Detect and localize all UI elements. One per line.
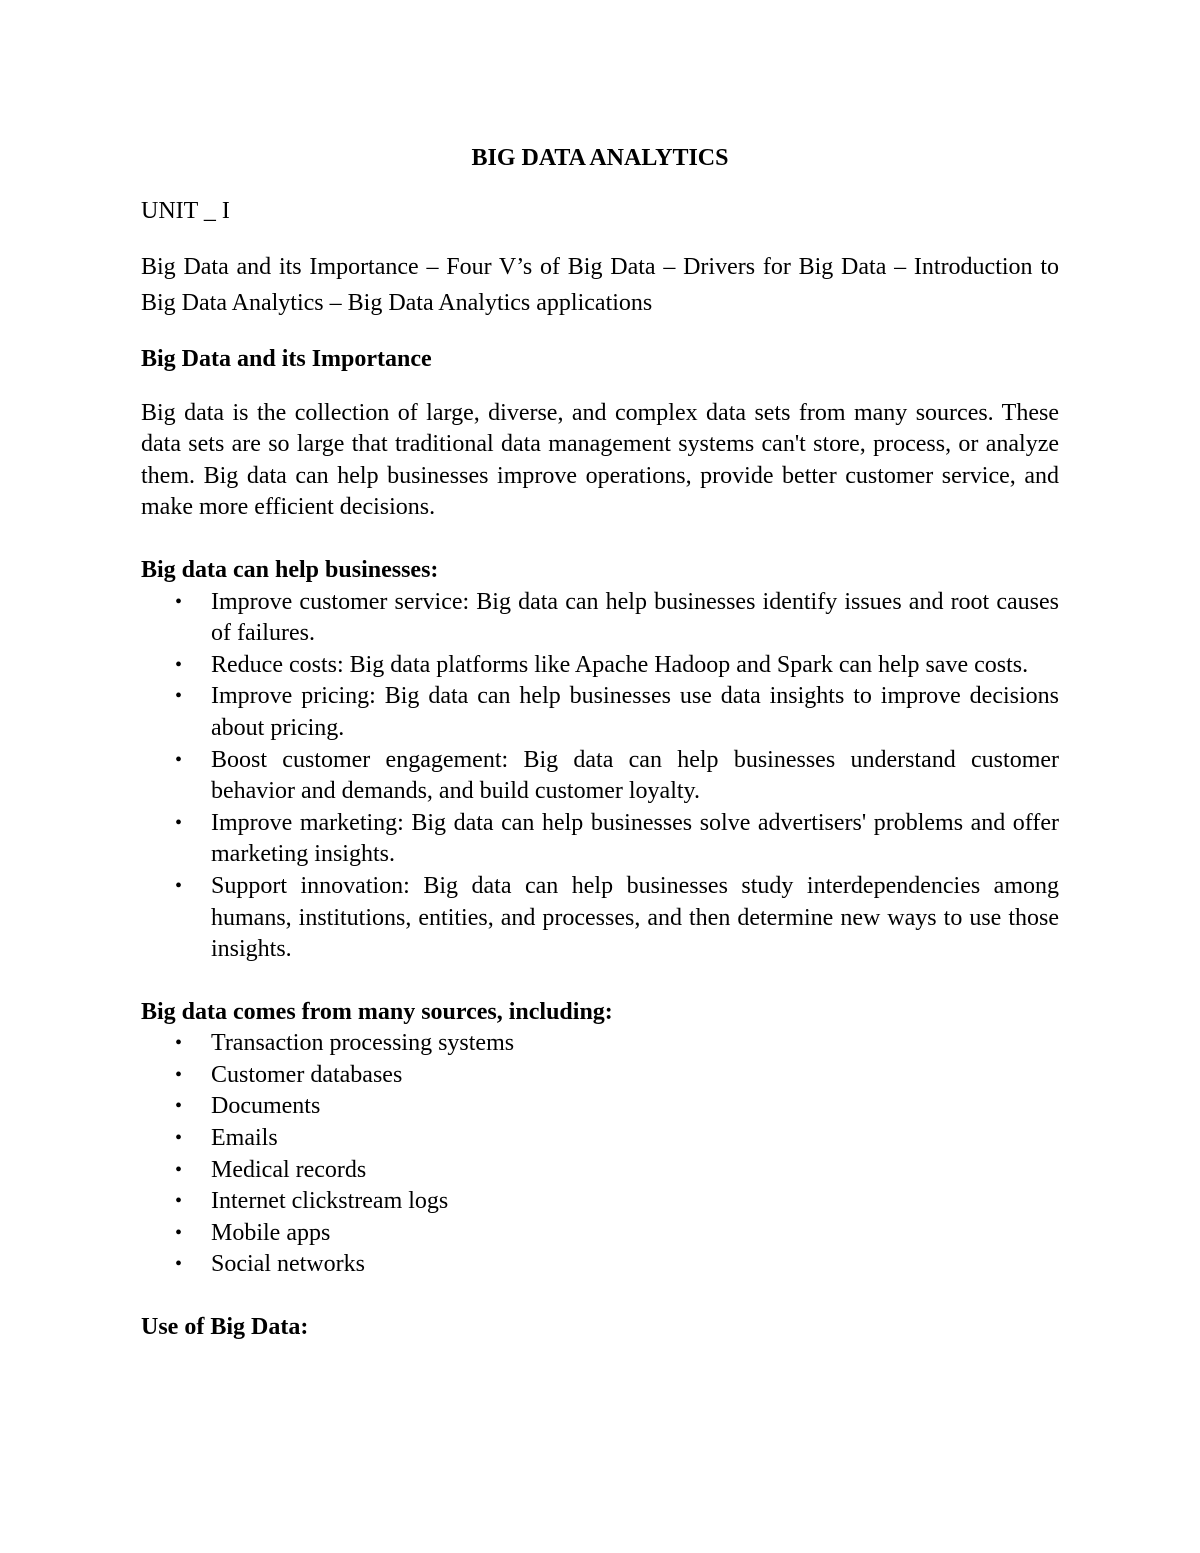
section-heading-importance: Big Data and its Importance	[141, 345, 432, 372]
list-item-text: Medical records	[211, 1156, 367, 1183]
list-item-text: Improve pricing: Big data can help businesses use data insights to improve decisions about pricing.	[211, 683, 1059, 741]
document-page	[141, 140, 1059, 1344]
list-item-text: Improve marketing: Big data can help businesses solve advertisers' problems and offer marketing insights.	[211, 809, 1059, 868]
document-title: BIG DATA ANALYTICS	[471, 145, 729, 171]
list-item	[141, 808, 1059, 871]
list-item	[141, 1218, 1059, 1250]
list-item-text: Social networks	[211, 1251, 365, 1278]
bullet-icon: •	[175, 1221, 183, 1244]
bullet-icon: •	[175, 685, 183, 708]
list-item-text: Improve customer service: Big data can help businesses identify issues and root causes of failures.	[211, 588, 1059, 647]
list-item-text: Reduce costs: Big data platforms like Apache Hadoop and Spark can help save costs.	[211, 651, 1029, 678]
unit-topics: Big Data and its Importance – Four V’s of Big Data – Drivers for Big Data – Introduction to Big Data Analytics – Big Data Analytics applications	[141, 253, 1059, 316]
bullet-icon: •	[175, 590, 183, 613]
benefits-heading: Big data can help businesses:	[141, 556, 439, 583]
list-item	[141, 745, 1059, 808]
bullet-icon: •	[175, 653, 183, 676]
bullet-icon: •	[175, 1063, 183, 1086]
bullet-icon: •	[175, 874, 183, 897]
bullet-icon: •	[175, 1032, 183, 1055]
importance-paragraph: Big data is the collection of large, diverse, and complex data sets from many sources. These data sets are so large that traditional data management systems can't store, process, or analyze them. Big data can help businesses improve operations, provide better customer service, and make more efficient decisions.	[141, 399, 1059, 521]
list-item	[141, 650, 1059, 682]
bullet-icon: •	[175, 811, 183, 834]
list-item-text: Documents	[211, 1093, 321, 1120]
list-item-text: Support innovation: Big data can help businesses study interdependencies among humans, institutions, entities, and processes, and then determine new ways to use those insights.	[211, 872, 1059, 963]
bullet-icon: •	[175, 748, 183, 771]
bullet-icon: •	[175, 1127, 183, 1150]
list-item	[141, 1155, 1059, 1187]
list-item	[141, 1028, 1059, 1060]
benefits-list	[141, 587, 1059, 966]
list-item	[141, 587, 1059, 650]
list-item	[141, 1060, 1059, 1092]
list-item-text: Internet clickstream logs	[211, 1188, 449, 1215]
list-item	[141, 1123, 1059, 1155]
list-item-text: Customer databases	[211, 1061, 403, 1088]
unit-label: UNIT _ I	[141, 198, 230, 224]
sources-list	[141, 1028, 1059, 1281]
list-item-text: Mobile apps	[211, 1219, 331, 1246]
bullet-icon: •	[175, 1095, 183, 1118]
list-item-text: Boost customer engagement: Big data can help businesses understand customer behavior and demands, and build customer loyalty.	[211, 746, 1059, 805]
list-item	[141, 1249, 1059, 1281]
list-item-text: Emails	[211, 1125, 278, 1152]
use-of-big-data-heading: Use of Big Data:	[141, 1314, 309, 1341]
list-item	[141, 1186, 1059, 1218]
list-item-text: Transaction processing systems	[211, 1030, 515, 1057]
list-item	[141, 1091, 1059, 1123]
list-item	[141, 871, 1059, 966]
bullet-icon: •	[175, 1190, 183, 1213]
list-item	[141, 681, 1059, 744]
sources-heading: Big data comes from many sources, including:	[141, 998, 613, 1025]
bullet-icon: •	[175, 1253, 183, 1276]
bullet-icon: •	[175, 1158, 183, 1181]
